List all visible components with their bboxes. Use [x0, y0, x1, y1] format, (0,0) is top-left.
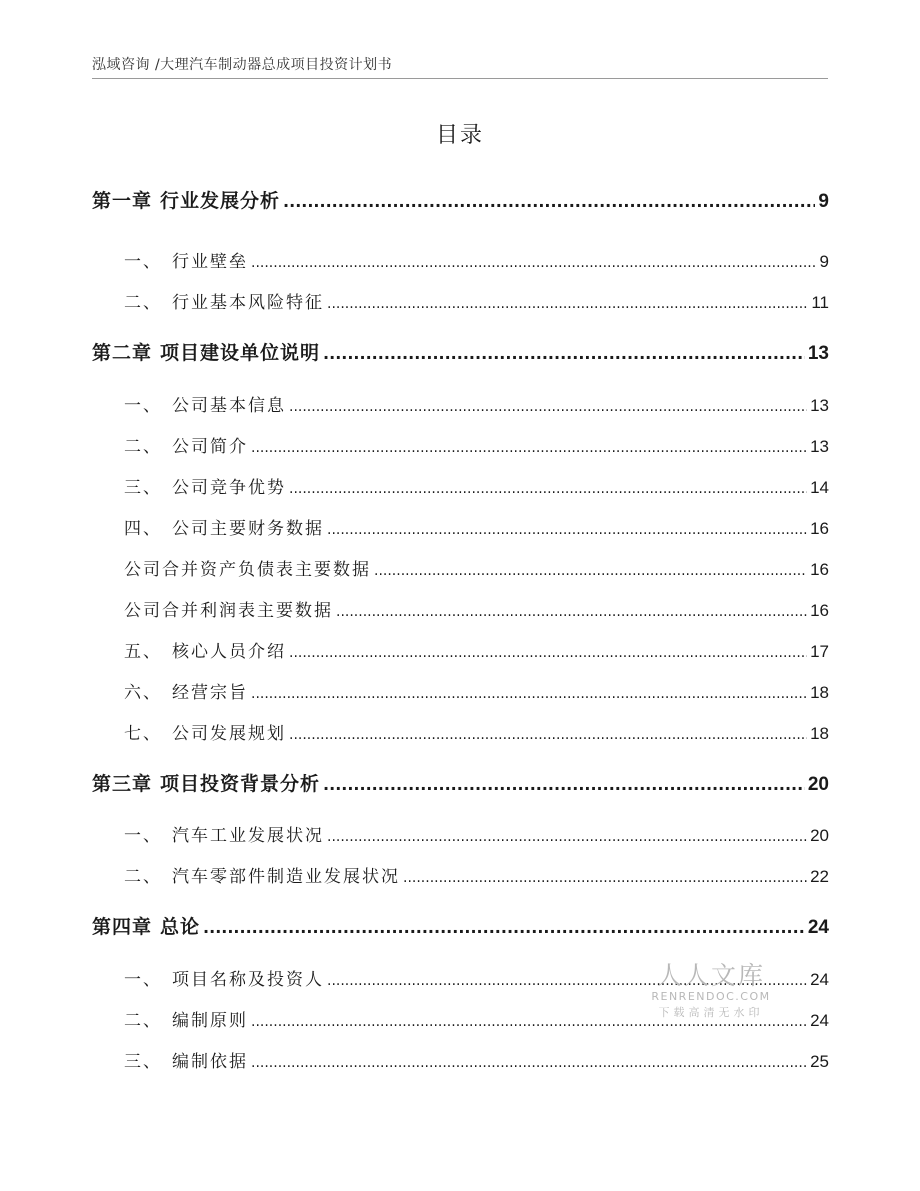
toc-section[interactable] [124, 719, 829, 744]
toc-label: 行业发展分析 [160, 190, 281, 212]
toc-label: 汽车零部件制造业发展状况 [172, 867, 400, 887]
toc-chapter-3[interactable] [92, 769, 829, 796]
toc-page-number: 24 [810, 1011, 829, 1030]
toc-section[interactable] [124, 514, 829, 539]
toc-section[interactable] [124, 637, 829, 662]
dot-leader [374, 560, 807, 580]
toc-label: 总论 [160, 916, 201, 938]
toc-subsection[interactable] [124, 555, 829, 580]
toc-number: 二、 [124, 293, 162, 313]
toc-label: 公司基本信息 [172, 396, 286, 416]
toc-label: 汽车工业发展状况 [172, 826, 324, 846]
dot-leader [289, 724, 807, 744]
page-title: 目录 [435, 123, 484, 148]
toc-subsection[interactable] [124, 596, 829, 621]
toc-label: 行业壁垒 [172, 252, 248, 272]
toc-number: 五、 [124, 642, 162, 662]
toc-number: 第一章 [92, 190, 153, 212]
dot-leader [323, 773, 805, 795]
toc-number: 第三章 [92, 773, 153, 795]
toc-number: 一、 [124, 252, 162, 272]
toc-section[interactable] [124, 862, 829, 887]
toc-label: 公司合并资产负债表主要数据 [124, 560, 371, 580]
toc-number: 一、 [124, 396, 162, 416]
dot-leader [251, 437, 807, 457]
toc-page-number: 24 [810, 970, 829, 989]
dot-leader [203, 916, 805, 938]
toc-label: 项目投资背景分析 [160, 773, 321, 795]
toc-section[interactable] [124, 288, 829, 313]
toc-label: 行业基本风险特征 [172, 293, 324, 313]
dot-leader [283, 190, 815, 212]
toc-page-number: 20 [810, 826, 829, 845]
toc-label: 核心人员介绍 [172, 642, 286, 662]
dot-leader [289, 478, 807, 498]
dot-leader [289, 642, 807, 662]
toc-number: 二、 [124, 867, 162, 887]
toc-number: 四、 [124, 519, 162, 539]
toc-label: 编制依据 [172, 1052, 248, 1072]
toc-page-number: 13 [807, 343, 829, 364]
dot-leader [336, 601, 807, 621]
toc-label: 编制原则 [172, 1011, 248, 1031]
toc-page-number: 11 [811, 293, 829, 312]
toc-page-number: 16 [810, 560, 829, 579]
toc-chapter-4[interactable] [92, 912, 829, 939]
running-header: 泓域咨询 /大理汽车制动器总成项目投资计划书 [92, 57, 393, 73]
toc-page-number: 16 [810, 601, 829, 620]
dot-leader [289, 396, 807, 416]
toc-chapter-1[interactable] [92, 186, 829, 213]
toc-section[interactable] [124, 473, 829, 498]
toc-section[interactable] [124, 391, 829, 416]
toc-label: 公司合并利润表主要数据 [124, 601, 333, 621]
watermark-brand: 人人文库 [656, 961, 765, 990]
toc-label: 公司竞争优势 [172, 478, 286, 498]
dot-leader [251, 683, 807, 703]
toc-section[interactable] [124, 1047, 829, 1072]
toc-page-number: 25 [810, 1052, 829, 1071]
toc-page-number: 24 [807, 917, 829, 938]
toc-section[interactable] [124, 821, 829, 846]
toc-page-number: 13 [810, 437, 829, 456]
toc-page-number: 18 [810, 724, 829, 743]
toc-page-number: 14 [810, 478, 829, 497]
toc-page-number: 18 [810, 683, 829, 702]
toc-chapter-2[interactable] [92, 338, 829, 365]
toc-number: 第四章 [92, 916, 153, 938]
dot-leader [403, 867, 807, 887]
toc-number: 三、 [124, 478, 162, 498]
toc-label: 项目建设单位说明 [160, 342, 321, 364]
toc-section[interactable] [124, 678, 829, 703]
toc-section[interactable] [124, 247, 829, 272]
toc-section[interactable] [124, 432, 829, 457]
toc-page-number: 17 [810, 642, 829, 661]
dot-leader [327, 519, 807, 539]
dot-leader [327, 293, 808, 313]
dot-leader [251, 252, 817, 272]
toc-label: 公司主要财务数据 [172, 519, 324, 539]
toc-page-number: 13 [810, 396, 829, 415]
toc-number: 二、 [124, 1011, 162, 1031]
dot-leader [251, 1052, 807, 1072]
toc-number: 三、 [124, 1052, 162, 1072]
toc-label: 公司简介 [172, 437, 248, 457]
toc-page-number: 16 [810, 519, 829, 538]
toc-page-number: 9 [819, 252, 829, 271]
toc-number: 一、 [124, 826, 162, 846]
header-divider [92, 78, 828, 79]
toc-page-number: 9 [818, 191, 829, 212]
toc-label: 项目名称及投资人 [172, 970, 324, 990]
toc-number: 二、 [124, 437, 162, 457]
toc-number: 七、 [124, 724, 162, 744]
toc-number: 六、 [124, 683, 162, 703]
toc-number: 第二章 [92, 342, 153, 364]
dot-leader [323, 342, 805, 364]
toc-page-number: 20 [807, 774, 829, 795]
watermark-tagline: 下载高清无水印 [658, 1006, 764, 1019]
toc-page-number: 22 [810, 867, 829, 886]
watermark-url: RENRENDOC.COM [651, 990, 771, 1003]
watermark [646, 956, 776, 1020]
dot-leader [327, 826, 807, 846]
toc-label: 公司发展规划 [172, 724, 286, 744]
toc-label: 经营宗旨 [172, 683, 248, 703]
toc-number: 一、 [124, 970, 162, 990]
